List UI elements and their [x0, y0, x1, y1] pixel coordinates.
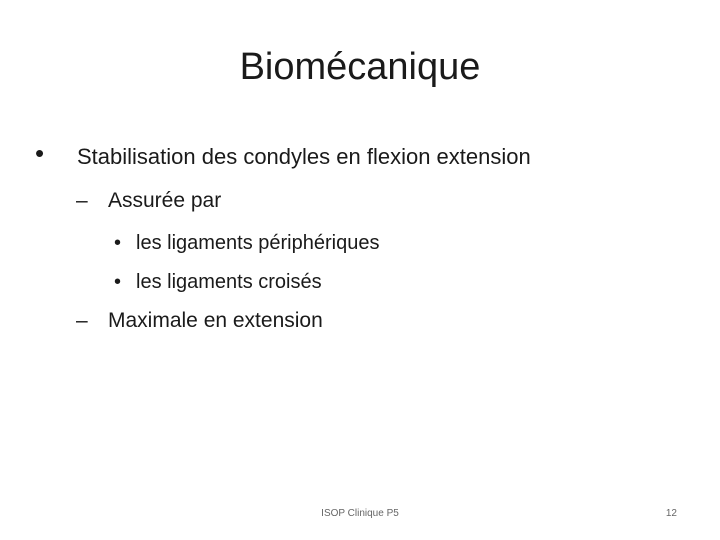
footer-text: ISOP Clinique P5 — [321, 508, 399, 519]
bullet-marker: • — [114, 271, 122, 293]
dash-marker: – — [76, 189, 88, 212]
page-number: 12 — [665, 508, 677, 519]
sub-sub-bullet-text: les ligaments périphériques — [136, 232, 380, 254]
sub-sub-bullet-text: les ligaments croisés — [136, 271, 322, 293]
slide-title: Biomécanique — [239, 46, 481, 88]
bullet-marker: • — [114, 232, 122, 254]
bullet-text: Stabilisation des condyles en flexion extension — [77, 144, 531, 169]
sub-bullet-text: Maximale en extension — [108, 309, 323, 332]
bullet-marker: • — [35, 138, 45, 168]
sub-bullet-text: Assurée par — [108, 189, 222, 212]
dash-marker: – — [76, 309, 88, 332]
